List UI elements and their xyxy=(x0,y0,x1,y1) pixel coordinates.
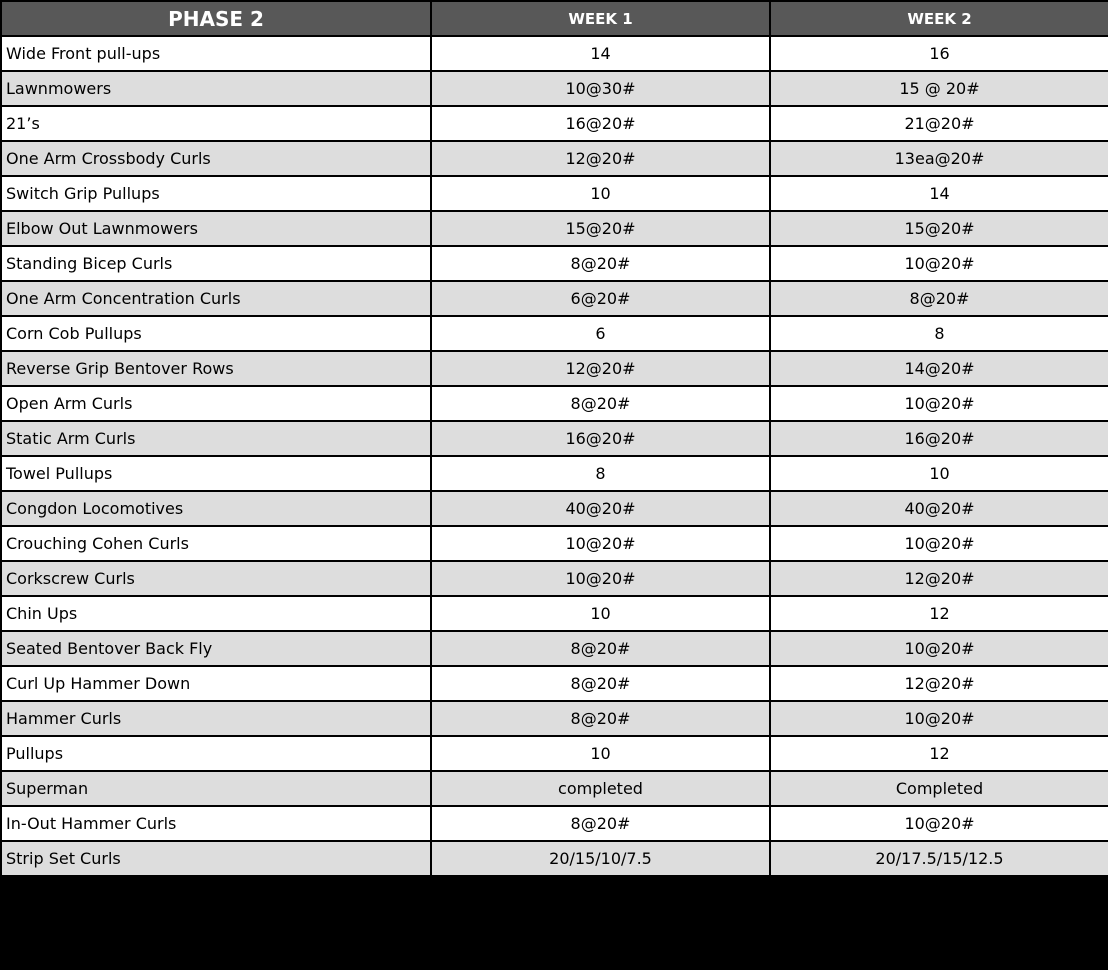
exercise-cell: Congdon Locomotives xyxy=(1,491,431,526)
week-2-cell: 10@20# xyxy=(770,386,1108,421)
week-1-cell: 10 xyxy=(431,736,770,771)
week-2-cell: 12 xyxy=(770,596,1108,631)
week-1-cell: 10 xyxy=(431,176,770,211)
week-1-cell: 10@20# xyxy=(431,561,770,596)
exercise-cell: Elbow Out Lawnmowers xyxy=(1,211,431,246)
table-row xyxy=(1,771,1108,806)
table-row xyxy=(1,36,1108,71)
table-row xyxy=(1,666,1108,701)
table-row xyxy=(1,701,1108,736)
exercise-cell: Curl Up Hammer Down xyxy=(1,666,431,701)
table-row xyxy=(1,141,1108,176)
exercise-cell: Pullups xyxy=(1,736,431,771)
week-2-cell: 8@20# xyxy=(770,281,1108,316)
table-row xyxy=(1,176,1108,211)
week-1-cell: 6 xyxy=(431,316,770,351)
exercise-cell: Seated Bentover Back Fly xyxy=(1,631,431,666)
week-1-cell: 8@20# xyxy=(431,701,770,736)
week-2-cell: 12 xyxy=(770,736,1108,771)
week-1-cell: 15@20# xyxy=(431,211,770,246)
exercise-cell: 21’s xyxy=(1,106,431,141)
week-1-cell: 10 xyxy=(431,596,770,631)
table-row xyxy=(1,841,1108,876)
week-2-cell: 12@20# xyxy=(770,666,1108,701)
exercise-cell: Switch Grip Pullups xyxy=(1,176,431,211)
week-1-cell: 8@20# xyxy=(431,631,770,666)
week-2-cell: 10@20# xyxy=(770,526,1108,561)
week-2-cell: 10@20# xyxy=(770,701,1108,736)
week-2-cell: 10@20# xyxy=(770,631,1108,666)
table-row xyxy=(1,386,1108,421)
table-row xyxy=(1,736,1108,771)
week-1-cell: 12@20# xyxy=(431,141,770,176)
week-1-cell: 10@20# xyxy=(431,526,770,561)
week-2-cell: 10 xyxy=(770,456,1108,491)
exercise-cell: Corkscrew Curls xyxy=(1,561,431,596)
week-2-cell: 14 xyxy=(770,176,1108,211)
week-2-cell: 15@20# xyxy=(770,211,1108,246)
week-2-cell: 15 @ 20# xyxy=(770,71,1108,106)
week-2-cell: 8 xyxy=(770,316,1108,351)
week-1-cell: 16@20# xyxy=(431,421,770,456)
header-row xyxy=(1,1,1108,36)
table-row xyxy=(1,71,1108,106)
week-2-cell: 12@20# xyxy=(770,561,1108,596)
exercise-cell: Wide Front pull-ups xyxy=(1,36,431,71)
exercise-cell: Superman xyxy=(1,771,431,806)
exercise-cell: Standing Bicep Curls xyxy=(1,246,431,281)
week-1-cell: 10@30# xyxy=(431,71,770,106)
table-row xyxy=(1,631,1108,666)
exercise-cell: Static Arm Curls xyxy=(1,421,431,456)
exercise-cell: One Arm Crossbody Curls xyxy=(1,141,431,176)
exercise-cell: Crouching Cohen Curls xyxy=(1,526,431,561)
table-row xyxy=(1,211,1108,246)
header-phase: PHASE 2 xyxy=(1,1,431,36)
table-row xyxy=(1,281,1108,316)
exercise-cell: Corn Cob Pullups xyxy=(1,316,431,351)
week-2-cell: 13ea@20# xyxy=(770,141,1108,176)
table-row xyxy=(1,456,1108,491)
table-row xyxy=(1,421,1108,456)
table-row xyxy=(1,491,1108,526)
week-1-cell: 14 xyxy=(431,36,770,71)
table-row xyxy=(1,596,1108,631)
week-1-cell: 8@20# xyxy=(431,806,770,841)
exercise-cell: Reverse Grip Bentover Rows xyxy=(1,351,431,386)
week-2-cell: 16@20# xyxy=(770,421,1108,456)
bottom-band xyxy=(0,933,1108,970)
table-row xyxy=(1,561,1108,596)
week-2-cell: Completed xyxy=(770,771,1108,806)
table-body xyxy=(1,36,1108,876)
week-2-cell: 10@20# xyxy=(770,806,1108,841)
week-1-cell: 20/15/10/7.5 xyxy=(431,841,770,876)
week-1-cell: 16@20# xyxy=(431,106,770,141)
exercise-cell: Hammer Curls xyxy=(1,701,431,736)
header-week-1: WEEK 1 xyxy=(431,1,770,36)
week-1-cell: 8@20# xyxy=(431,246,770,281)
week-1-cell: 8 xyxy=(431,456,770,491)
header-week-2: WEEK 2 xyxy=(770,1,1108,36)
exercise-cell: Chin Ups xyxy=(1,596,431,631)
week-2-cell: 40@20# xyxy=(770,491,1108,526)
week-1-cell: 8@20# xyxy=(431,386,770,421)
table-row xyxy=(1,106,1108,141)
exercise-cell: Towel Pullups xyxy=(1,456,431,491)
exercise-cell: Open Arm Curls xyxy=(1,386,431,421)
exercise-cell: Lawnmowers xyxy=(1,71,431,106)
week-1-cell: completed xyxy=(431,771,770,806)
week-2-cell: 20/17.5/15/12.5 xyxy=(770,841,1108,876)
week-2-cell: 10@20# xyxy=(770,246,1108,281)
week-2-cell: 14@20# xyxy=(770,351,1108,386)
table-row xyxy=(1,351,1108,386)
week-2-cell: 21@20# xyxy=(770,106,1108,141)
week-1-cell: 40@20# xyxy=(431,491,770,526)
exercise-cell: In-Out Hammer Curls xyxy=(1,806,431,841)
week-1-cell: 6@20# xyxy=(431,281,770,316)
table-row xyxy=(1,526,1108,561)
table-row xyxy=(1,806,1108,841)
week-1-cell: 12@20# xyxy=(431,351,770,386)
table-header xyxy=(1,1,1108,36)
week-1-cell: 8@20# xyxy=(431,666,770,701)
exercise-cell: Strip Set Curls xyxy=(1,841,431,876)
exercise-cell: One Arm Concentration Curls xyxy=(1,281,431,316)
week-2-cell: 16 xyxy=(770,36,1108,71)
table-row xyxy=(1,246,1108,281)
table-row xyxy=(1,316,1108,351)
